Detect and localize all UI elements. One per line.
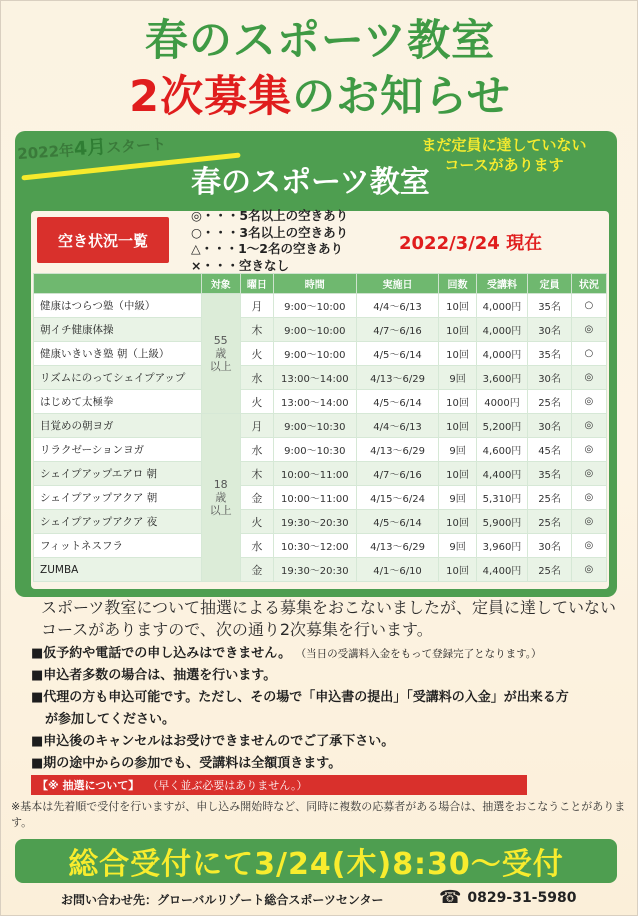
header-day: 曜日	[240, 274, 273, 294]
course-name: シェイプアップアクア 朝	[34, 486, 202, 510]
course-count: 9回	[439, 486, 476, 510]
legend-item: △・・・1〜2名の空きあり	[191, 241, 344, 256]
header-time: 時間	[273, 274, 356, 294]
course-count: 10回	[439, 462, 476, 486]
header-capacity: 定員	[528, 274, 571, 294]
course-fee: 4,400円	[476, 462, 528, 486]
course-dates: 4/5〜6/14	[356, 510, 439, 534]
rules-list	[31, 643, 631, 775]
course-capacity: 30名	[528, 318, 571, 342]
course-name: フィットネスフラ	[34, 534, 202, 558]
course-day: 金	[240, 486, 273, 510]
header-status: 状況	[571, 274, 606, 294]
course-status: ◎	[571, 318, 606, 342]
course-name: リラクゼーションヨガ	[34, 438, 202, 462]
notice-label: のお知らせ	[292, 72, 511, 122]
course-status: ○	[571, 294, 606, 318]
table-row	[34, 294, 607, 318]
course-name: シェイプアップアクア 夜	[34, 510, 202, 534]
course-status: ◎	[571, 558, 606, 582]
course-status: ◎	[571, 390, 606, 414]
course-capacity: 25名	[528, 510, 571, 534]
course-day: 月	[240, 294, 273, 318]
course-count: 10回	[439, 294, 476, 318]
table-row	[34, 414, 607, 438]
second-recruitment-label: 2次募集	[129, 72, 293, 122]
course-time: 13:00〜14:00	[273, 366, 356, 390]
course-dates: 4/7〜6/16	[356, 318, 439, 342]
course-count: 10回	[439, 510, 476, 534]
course-capacity: 30名	[528, 534, 571, 558]
course-name: リズムにのってシェイプアップ	[34, 366, 202, 390]
page-title: 春のスポーツ教室	[144, 16, 496, 66]
rule-item: ■仮予約や電話での申し込みはできません。 （当日の受講料入金をもって登録完了となります。）	[31, 646, 542, 661]
description-text: スポーツ教室について抽選による募集をおこないましたが、定員に達していないコースがありますので、次の通り2次募集を行います。	[41, 598, 617, 639]
header-course	[34, 274, 202, 294]
course-capacity: 30名	[528, 366, 571, 390]
target-age-18: 18 歳 以上	[201, 414, 240, 582]
course-fee: 4,000円	[476, 294, 528, 318]
course-fee: 4,600円	[476, 438, 528, 462]
course-dates: 4/5〜6/14	[356, 342, 439, 366]
table-row	[34, 438, 607, 462]
course-day: 月	[240, 414, 273, 438]
rule-item-continued: が参加してください。	[45, 712, 176, 727]
header-dates: 実施日	[356, 274, 439, 294]
course-name: 目覚めの朝ヨガ	[34, 414, 202, 438]
course-status: ◎	[571, 414, 606, 438]
rule-item: ■代理の方も申込可能です。ただし、その場で「申込書の提出」「受講料の入金」が出来る方	[31, 690, 569, 705]
start-month: 4月	[73, 136, 107, 161]
course-time: 13:00〜14:00	[273, 390, 356, 414]
course-name: ZUMBA	[34, 558, 202, 582]
course-name: 健康はつらつ塾（中級）	[34, 294, 202, 318]
lottery-text: ※基本は先着順で受付を行いますが、申し込み開始時など、同時に複数の応募者がある場合は、抽選をおこなうことがあります。	[11, 800, 626, 829]
rule-item: ■申込後のキャンセルはお受けできませんのでご了承下さい。	[31, 734, 395, 749]
page-subtitle	[1, 63, 638, 124]
vacancy-notice	[399, 135, 609, 175]
lottery-note: （早く並ぶ必要はありません。）	[147, 779, 308, 792]
course-time: 10:00〜11:00	[273, 486, 356, 510]
course-fee: 5,310円	[476, 486, 528, 510]
course-fee: 4,000円	[476, 318, 528, 342]
course-count: 10回	[439, 558, 476, 582]
course-time: 19:30〜20:30	[273, 558, 356, 582]
course-status: ◎	[571, 438, 606, 462]
table-row	[34, 366, 607, 390]
course-time: 19:30〜20:30	[273, 510, 356, 534]
course-count: 9回	[439, 366, 476, 390]
course-fee: 3,600円	[476, 366, 528, 390]
legend-item: ◎・・・5名以上の空きあり	[191, 208, 349, 223]
course-dates: 4/5〜6/14	[356, 390, 439, 414]
course-capacity: 35名	[528, 294, 571, 318]
phone-number	[439, 887, 576, 908]
course-fee: 4,400円	[476, 558, 528, 582]
panel-title: 春のスポーツ教室	[191, 165, 430, 200]
header-target: 対象	[201, 274, 240, 294]
table-row	[34, 534, 607, 558]
course-table	[33, 273, 607, 582]
availability-legend	[191, 208, 348, 274]
start-year: 2022年	[16, 141, 75, 164]
course-capacity: 45名	[528, 438, 571, 462]
rule-note: （当日の受講料入金をもって登録完了となります。）	[295, 648, 542, 660]
course-status: ◎	[571, 462, 606, 486]
course-count: 9回	[439, 534, 476, 558]
phone-icon: ☎	[439, 887, 462, 908]
course-time: 10:00〜11:00	[273, 462, 356, 486]
course-dates: 4/13〜6/29	[356, 366, 439, 390]
table-header-row	[34, 274, 607, 294]
target-age-55: 55 歳 以上	[201, 294, 240, 414]
contact-info: お問い合わせ先：グローバルリゾート総合スポーツセンター	[61, 893, 384, 907]
lottery-label: 【※ 抽選について】	[37, 779, 140, 792]
course-dates: 4/4〜6/13	[356, 294, 439, 318]
course-fee: 5,900円	[476, 510, 528, 534]
course-day: 金	[240, 558, 273, 582]
table-row	[34, 486, 607, 510]
course-name: 健康いきいき塾 朝（上級）	[34, 342, 202, 366]
reception-banner: 総合受付にて3/24(木)8:30〜受付	[15, 839, 617, 883]
lottery-heading	[31, 775, 527, 795]
course-capacity: 25名	[528, 390, 571, 414]
course-status: ◎	[571, 486, 606, 510]
course-capacity: 25名	[528, 558, 571, 582]
course-day: 火	[240, 342, 273, 366]
course-fee: 4000円	[476, 390, 528, 414]
course-time: 10:30〜12:00	[273, 534, 356, 558]
course-status: ◎	[571, 510, 606, 534]
rule-item: ■申込者多数の場合は、抽選を行います。	[31, 668, 277, 683]
course-capacity: 25名	[528, 486, 571, 510]
rule-item: ■期の途中からの参加でも、受講料は全額頂きます。	[31, 756, 342, 771]
course-count: 9回	[439, 438, 476, 462]
course-time: 9:00〜10:00	[273, 318, 356, 342]
course-fee: 5,200円	[476, 414, 528, 438]
table-row	[34, 510, 607, 534]
notice-line-1: まだ定員に達していない	[421, 136, 587, 154]
course-count: 10回	[439, 318, 476, 342]
course-capacity: 35名	[528, 462, 571, 486]
course-fee: 3,960円	[476, 534, 528, 558]
course-time: 9:00〜10:00	[273, 294, 356, 318]
phone-text: 0829-31-5980	[467, 889, 577, 906]
course-day: 水	[240, 366, 273, 390]
table-row	[34, 558, 607, 582]
legend-item: ×・・・空きなし	[191, 257, 289, 273]
course-day: 木	[240, 462, 273, 486]
course-time: 9:00〜10:30	[273, 414, 356, 438]
course-capacity: 30名	[528, 414, 571, 438]
course-dates: 4/1〜6/10	[356, 558, 439, 582]
course-day: 火	[240, 510, 273, 534]
course-status: ○	[571, 342, 606, 366]
course-dates: 4/13〜6/29	[356, 534, 439, 558]
table-row	[34, 390, 607, 414]
course-name: はじめて太極拳	[34, 390, 202, 414]
course-day: 火	[240, 390, 273, 414]
course-day: 水	[240, 438, 273, 462]
table-row	[34, 342, 607, 366]
course-time: 9:00〜10:00	[273, 342, 356, 366]
header-fee: 受講料	[476, 274, 528, 294]
course-dates: 4/15〜6/24	[356, 486, 439, 510]
course-dates: 4/13〜6/29	[356, 438, 439, 462]
table-row	[34, 462, 607, 486]
availability-heading: 空き状況一覧	[37, 217, 169, 263]
course-day: 水	[240, 534, 273, 558]
legend-item: ○・・・3名以上の空きあり	[191, 224, 349, 240]
course-status: ◎	[571, 366, 606, 390]
header-count: 回数	[439, 274, 476, 294]
course-dates: 4/4〜6/13	[356, 414, 439, 438]
course-name: シェイプアップエアロ 朝	[34, 462, 202, 486]
course-count: 10回	[439, 414, 476, 438]
course-status: ◎	[571, 534, 606, 558]
notice-line-2: コースがあります	[444, 156, 564, 174]
course-count: 10回	[439, 390, 476, 414]
course-day: 木	[240, 318, 273, 342]
start-suffix: スタート	[105, 134, 167, 157]
course-dates: 4/7〜6/16	[356, 462, 439, 486]
course-capacity: 35名	[528, 342, 571, 366]
course-count: 10回	[439, 342, 476, 366]
course-name: 朝イチ健康体操	[34, 318, 202, 342]
table-row	[34, 318, 607, 342]
as-of-date: 2022/3/24 現在	[399, 233, 543, 254]
course-time: 9:00〜10:30	[273, 438, 356, 462]
course-fee: 4,000円	[476, 342, 528, 366]
